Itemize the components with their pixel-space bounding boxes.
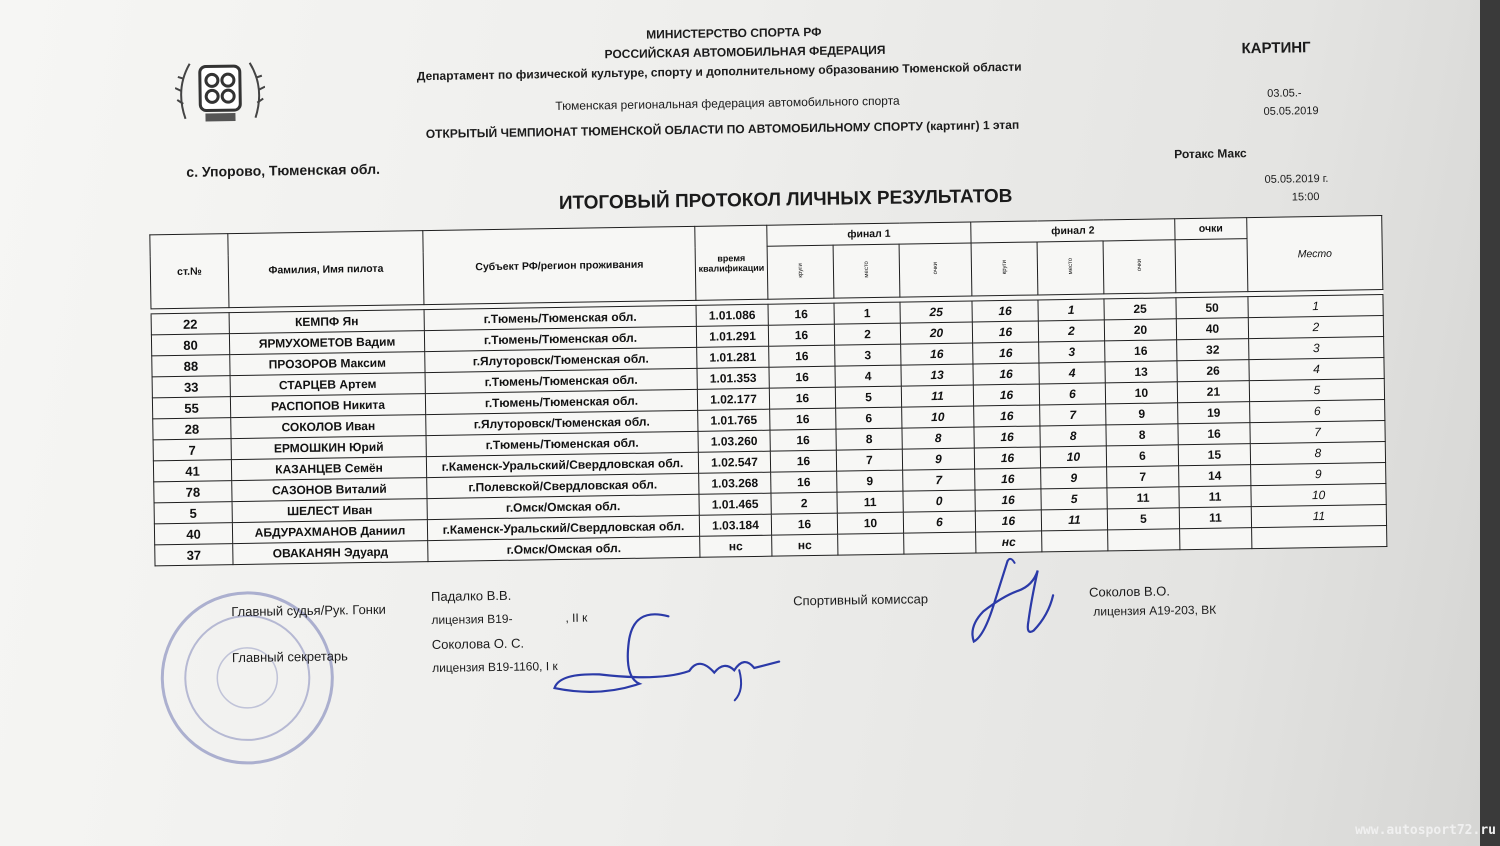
sub-f1-laps: круги <box>767 245 834 299</box>
cell-f2-laps: 16 <box>973 363 1039 385</box>
cell-points: 50 <box>1176 297 1248 319</box>
header-points: очки <box>1175 218 1247 240</box>
cell-num: 80 <box>151 334 229 356</box>
cell-f2-laps: 16 <box>975 510 1041 532</box>
secretary-name: Соколова О. С. <box>431 635 525 653</box>
cell-f2-laps: 16 <box>974 447 1040 469</box>
chief-judge-license: лицензия В19- <box>431 611 513 628</box>
cell-num: 5 <box>154 502 232 524</box>
chief-judge-label: Главный судья/Рук. Гонки <box>231 601 386 620</box>
commissioner-signature-icon <box>952 550 1064 657</box>
cell-points: 16 <box>1178 423 1250 445</box>
sub-f1-place: место <box>833 244 900 298</box>
cell-f1-pts: 0 <box>903 490 975 512</box>
cell-region: г.Тюмень/Тюменская обл. <box>425 389 697 414</box>
cell-name: КАЗАНЦЕВ Семён <box>231 457 426 481</box>
cell-f2-laps: 16 <box>972 321 1038 343</box>
cell-time: 1.01.465 <box>699 493 771 515</box>
cell-name: САЗОНОВ Виталий <box>232 478 427 502</box>
cell-f2-pts: 8 <box>1106 424 1178 446</box>
cell-f1-place <box>838 533 904 555</box>
cell-place: 11 <box>1251 505 1386 528</box>
cell-points: 19 <box>1178 402 1250 424</box>
cell-f2-laps: 16 <box>972 300 1038 322</box>
cell-f2-pts: 20 <box>1104 319 1176 341</box>
commissioner-license: лицензия А19-203, ВК <box>1093 602 1217 619</box>
class-label: Ротакс Макс <box>1174 146 1247 162</box>
cell-f2-place: 8 <box>1040 425 1106 447</box>
cell-num: 28 <box>153 418 231 440</box>
cell-time: 1.03.260 <box>698 430 770 452</box>
cell-time: 1.01.281 <box>697 346 769 368</box>
cell-f2-pts: 13 <box>1105 361 1177 383</box>
cell-points: 32 <box>1177 339 1249 361</box>
cell-points: 21 <box>1177 381 1249 403</box>
cell-f2-pts: 11 <box>1107 487 1179 509</box>
cell-place: 9 <box>1251 463 1386 486</box>
cell-time: 1.02.547 <box>698 451 770 473</box>
cell-f1-pts: 7 <box>903 469 975 491</box>
cell-num: 41 <box>153 460 231 482</box>
cell-f1-laps: 16 <box>768 324 834 346</box>
header-region: Субъект РФ/регион проживания <box>423 226 696 304</box>
federation-heading: РОССИЙСКАЯ АВТОМОБИЛЬНАЯ ФЕДЕРАЦИЯ <box>604 42 886 62</box>
cell-region: г.Каменск-Уральский/Свердловская обл. <box>427 515 699 540</box>
cell-name: РАСПОПОВ Никита <box>230 394 425 418</box>
cell-region: г.Омск/Омская обл. <box>427 494 699 519</box>
header-name: Фамилия, Имя пилота <box>228 231 424 308</box>
cell-time: 1.01.086 <box>696 304 768 326</box>
cell-f2-pts: 9 <box>1106 403 1178 425</box>
cell-place: 5 <box>1249 379 1384 402</box>
cell-region: г.Омск/Омская обл. <box>428 536 700 561</box>
cell-f2-pts: 5 <box>1107 508 1179 530</box>
cell-f2-pts: 10 <box>1105 382 1177 404</box>
cell-f2-place: 6 <box>1039 383 1105 405</box>
cell-points: 26 <box>1177 360 1249 382</box>
cell-time: 1.01.291 <box>696 325 768 347</box>
header-place: Место <box>1247 216 1383 292</box>
sub-f2-laps: круги <box>971 242 1038 296</box>
date-from: 03.05.- <box>1267 87 1302 100</box>
cell-f1-place: 10 <box>837 512 903 534</box>
cell-f1-pts: 8 <box>902 427 974 449</box>
cell-f1-laps: 16 <box>768 303 834 325</box>
cell-f1-pts: 11 <box>901 385 973 407</box>
cell-name: СТАРЦЕВ Артем <box>230 373 425 397</box>
header-num: ст.№ <box>150 234 229 309</box>
cell-time: 1.01.353 <box>697 367 769 389</box>
header-final2: финал 2 <box>971 219 1175 243</box>
doc-time: 15:00 <box>1291 191 1320 204</box>
location-label: с. Упорово, Тюменская обл. <box>186 160 381 180</box>
secretary-label: Главный секретарь <box>231 648 349 666</box>
cell-num: 7 <box>153 439 231 461</box>
watermark-url: www.autosport72.ru <box>1355 823 1496 838</box>
cell-f1-laps: 16 <box>770 408 836 430</box>
cell-f2-pts <box>1108 529 1180 551</box>
header-qual-time: время квалификации <box>695 225 768 300</box>
cell-f2-laps: 16 <box>973 342 1039 364</box>
cell-place: 3 <box>1249 337 1384 360</box>
cell-f1-laps: нс <box>772 534 838 556</box>
raf-logo-icon <box>174 48 265 129</box>
cell-name: СОКОЛОВ Иван <box>231 415 426 439</box>
cell-f2-place: 3 <box>1039 341 1105 363</box>
cell-f2-pts: 25 <box>1104 298 1176 320</box>
cell-num: 40 <box>154 523 232 545</box>
cell-f1-pts: 16 <box>901 343 973 365</box>
cell-f1-laps: 16 <box>769 387 835 409</box>
cell-place: 6 <box>1250 400 1385 423</box>
cell-name: ОВАКАНЯН Эдуард <box>233 541 428 565</box>
cell-points: 40 <box>1176 318 1248 340</box>
cell-f1-place: 2 <box>834 323 900 345</box>
cell-f1-place: 6 <box>836 407 902 429</box>
cell-f1-laps: 16 <box>769 345 835 367</box>
cell-region: г.Ялуторовск/Тюменская обл. <box>425 347 697 372</box>
cell-region: г.Тюмень/Тюменская обл. <box>425 368 697 393</box>
cell-place: 1 <box>1248 295 1383 318</box>
cell-region: г.Тюмень/Тюменская обл. <box>424 326 696 351</box>
cell-f1-pts: 6 <box>903 511 975 533</box>
ministry-heading: МИНИСТЕРСТВО СПОРТА РФ <box>646 24 822 42</box>
cell-f2-place: 10 <box>1040 446 1106 468</box>
cell-points: 11 <box>1179 507 1251 529</box>
chief-judge-name: Падалко В.В. <box>430 587 512 605</box>
cell-place <box>1252 526 1387 549</box>
cell-region: г.Тюмень/Тюменская обл. <box>426 431 698 456</box>
cell-name: ЕРМОШКИН Юрий <box>231 436 426 460</box>
cell-f2-laps: 16 <box>973 384 1039 406</box>
cell-num: 78 <box>154 481 232 503</box>
cell-name: ЯРМУХОМЕТОВ Вадим <box>229 331 424 355</box>
championship-heading: ОТКРЫТЫЙ ЧЕМПИОНАТ ТЮМЕНСКОЙ ОБЛАСТИ ПО АВТОМОБИЛЬНОМУ СПОРТУ (картинг) 1 этап <box>425 117 1020 142</box>
cell-f2-place: 11 <box>1041 509 1107 531</box>
cell-f1-place: 3 <box>835 344 901 366</box>
results-table <box>149 215 1387 566</box>
cell-name: КЕМПФ Ян <box>229 310 424 334</box>
sub-f2-place: место <box>1037 241 1104 295</box>
cell-num: 37 <box>155 544 233 566</box>
cell-name: ПРОЗОРОВ Максим <box>230 352 425 376</box>
cell-f1-laps: 16 <box>769 366 835 388</box>
cell-f1-place: 7 <box>836 449 902 471</box>
cell-place: 7 <box>1250 421 1385 444</box>
sub-total-points <box>1175 239 1248 293</box>
sport-label: КАРТИНГ <box>1241 39 1311 58</box>
cell-time: нс <box>700 535 772 557</box>
cell-place: 8 <box>1250 442 1385 465</box>
cell-f2-laps: нс <box>976 531 1042 553</box>
cell-f2-place: 9 <box>1041 467 1107 489</box>
cell-f1-laps: 16 <box>771 513 837 535</box>
cell-num: 33 <box>152 376 230 398</box>
secretary-license: лицензия В19-1160, I к <box>432 659 558 676</box>
cell-place: 10 <box>1251 484 1386 507</box>
cell-f2-laps: 16 <box>975 468 1041 490</box>
cell-f1-laps: 2 <box>771 492 837 514</box>
cell-time: 1.03.184 <box>699 514 771 536</box>
cell-f1-place: 4 <box>835 365 901 387</box>
cell-region: г.Каменск-Уральский/Свердловская обл. <box>426 452 698 477</box>
department-heading: Департамент по физической культуре, спорту и дополнительному образованию Тюменской области <box>416 59 1022 84</box>
protocol-title: ИТОГОВЫЙ ПРОТОКОЛ ЛИЧНЫХ РЕЗУЛЬТАТОВ <box>558 185 1013 214</box>
cell-region: г.Ялуторовск/Тюменская обл. <box>426 410 698 435</box>
date-to: 05.05.2019 <box>1263 105 1319 118</box>
cell-f2-laps: 16 <box>974 405 1040 427</box>
cell-num: 22 <box>151 313 229 335</box>
cell-time: 1.01.765 <box>698 409 770 431</box>
chief-judge-category: , II к <box>565 610 588 625</box>
cell-f1-pts: 20 <box>900 322 972 344</box>
cell-f1-place: 8 <box>836 428 902 450</box>
sub-f2-points: очки <box>1103 240 1176 294</box>
cell-num: 88 <box>152 355 230 377</box>
cell-place: 4 <box>1249 358 1384 381</box>
cell-points: 14 <box>1179 465 1251 487</box>
cell-f2-place: 2 <box>1038 320 1104 342</box>
cell-f1-place: 5 <box>835 386 901 408</box>
cell-f2-pts: 7 <box>1107 466 1179 488</box>
cell-f1-pts: 13 <box>901 364 973 386</box>
cell-points: 11 <box>1179 486 1251 508</box>
cell-name: ШЕЛЕСТ Иван <box>232 499 427 523</box>
regional-federation-heading: Тюменская региональная федерация автомобильного спорта <box>555 93 900 114</box>
cell-f2-place: 1 <box>1038 299 1104 321</box>
doc-date: 05.05.2019 г. <box>1264 172 1329 186</box>
cell-f2-place: 5 <box>1041 488 1107 510</box>
cell-place: 2 <box>1248 316 1383 339</box>
cell-f1-place: 9 <box>837 470 903 492</box>
cell-f1-pts: 10 <box>902 406 974 428</box>
cell-f1-laps: 16 <box>771 471 837 493</box>
cell-f1-pts: 25 <box>900 301 972 323</box>
cell-f2-pts: 16 <box>1105 340 1177 362</box>
chief-judge-signature-icon <box>538 599 790 713</box>
cell-time: 1.02.177 <box>697 388 769 410</box>
cell-f2-place: 7 <box>1040 404 1106 426</box>
header-final1: финал 1 <box>767 222 971 246</box>
cell-f2-place <box>1042 530 1108 552</box>
commissioner-name: Соколов В.О. <box>1088 583 1171 600</box>
sub-f1-points: очки <box>899 243 972 297</box>
cell-region: г.Тюмень/Тюменская обл. <box>424 305 696 330</box>
cell-f2-pts: 6 <box>1106 445 1178 467</box>
cell-f1-laps: 16 <box>770 450 836 472</box>
cell-num: 55 <box>152 397 230 419</box>
cell-f2-laps: 16 <box>974 426 1040 448</box>
cell-time: 1.03.268 <box>699 472 771 494</box>
cell-points <box>1180 528 1252 550</box>
cell-name: АБДУРАХМАНОВ Даниил <box>232 520 427 544</box>
cell-f1-place: 1 <box>834 302 900 324</box>
commissioner-label: Спортивный комиссар <box>793 591 929 609</box>
cell-f1-pts: 9 <box>902 448 974 470</box>
cell-points: 15 <box>1178 444 1250 466</box>
cell-f1-place: 11 <box>837 491 903 513</box>
cell-f2-place: 4 <box>1039 362 1105 384</box>
results-body <box>151 290 1387 566</box>
cell-region: г.Полевской/Свердловская обл. <box>427 473 699 498</box>
cell-f1-laps: 16 <box>770 429 836 451</box>
cell-f2-laps: 16 <box>975 489 1041 511</box>
